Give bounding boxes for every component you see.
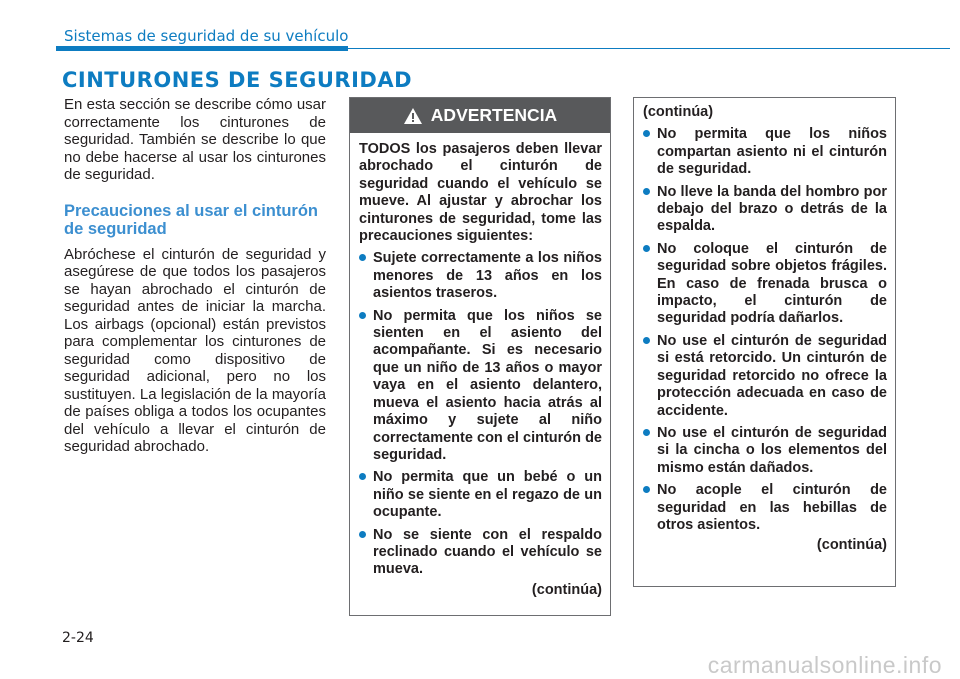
left-column: [64, 96, 326, 456]
page-number: 2-24: [62, 630, 94, 646]
warning-icon: [403, 107, 423, 125]
bullet-icon: [643, 337, 650, 344]
warning-list: [359, 250, 602, 578]
list-item-text: No permita que los niños se sienten en el asiento del acompañante. Si es necesario que un niño de 13 años o mayor vaya en el asiento delantero, mueva el asiento hacia atrás al máximo y sujete al niño correctamente con el cinturón de seguridad.: [373, 307, 602, 463]
page-title: CINTURONES DE SEGURIDAD: [62, 68, 413, 92]
list-item-text: Sujete correctamente a los niños menores de 13 años en los asientos traseros.: [373, 250, 602, 302]
bullet-icon: [643, 188, 650, 195]
section-header: Sistemas de seguridad de su vehículo: [64, 27, 349, 45]
list-item-text: No se siente con el respaldo reclinado cuando el vehículo se mueva.: [373, 526, 602, 578]
header-accent-bar: [56, 46, 348, 51]
list-item-text: No coloque el cinturón de seguridad sobre objetos frágiles. En caso de frenada brusca o impacto, el cinturón de seguridad podría dañarlos.: [657, 240, 887, 327]
bullet-icon: [643, 245, 650, 252]
list-item: [643, 333, 887, 420]
warning-label: ADVERTENCIA: [430, 105, 558, 125]
header-divider: [348, 48, 950, 49]
bullet-icon: [359, 473, 366, 480]
bullet-icon: [643, 429, 650, 436]
list-item-text: No acople el cinturón de seguridad en las hebillas de otros asientos.: [657, 482, 887, 533]
list-item-text: No permita que los niños compartan asiento ni el cinturón de seguridad.: [657, 126, 887, 178]
list-item: [359, 250, 602, 302]
continuation-box: [633, 97, 896, 587]
body-paragraph: Abróchese el cinturón de seguridad y asegúrese de que todos los pasajeros se hayan abrochado el cinturón de seguridad antes de iniciar la marcha. Los airbags (opcional) están previstos para complementar los cinturones de seguridad como dispositivo de seguridad adicional, pero no los sustituyen. La legislación de la mayoría de países obliga a todos los ocupantes del vehículo a llevar el cinturón de seguridad abrochado.: [64, 245, 326, 455]
continued-label: (continúa): [531, 581, 602, 598]
bullet-icon: [643, 130, 650, 137]
bullet-icon: [359, 531, 366, 538]
bullet-icon: [359, 254, 366, 261]
subheading: Precauciones al usar el cinturón de seguridad: [64, 201, 319, 238]
bullet-icon: [643, 486, 650, 493]
bullet-icon: [359, 312, 366, 319]
list-item: [359, 308, 602, 465]
list-item: [359, 527, 602, 579]
intro-paragraph: En esta sección se describe cómo usar correctamente los cinturones de seguridad. También se describe lo que no debe hacerse al usar los cinturones de seguridad.: [64, 96, 326, 183]
continued-label: (continúa): [816, 537, 887, 554]
list-item-text: No permita que un bebé o un niño se siente en el regazo de un ocupante.: [373, 469, 602, 521]
list-item: [643, 482, 887, 534]
warning-box: [349, 97, 611, 616]
list-item: [643, 184, 887, 236]
list-item: [643, 241, 887, 328]
list-item-text: No lleve la banda del hombro por debajo del brazo o detrás de la espalda.: [657, 183, 887, 235]
list-item: [643, 425, 887, 477]
list-item-text: No use el cinturón de seguridad si está retorcido. Un cinturón de seguridad retorcido no ofrece la protección adecuada en caso de accidente.: [657, 332, 887, 419]
continuation-heading: (continúa): [643, 104, 714, 120]
list-item: [359, 469, 602, 521]
list-item: [643, 126, 887, 178]
warning-intro: TODOS los pasajeros deben llevar abrochado el cinturón de seguridad cuando el vehículo se mueve. Al ajustar y abrochar los cinturones de seguridad, tome las precauciones siguientes:: [359, 141, 602, 245]
continuation-list: [643, 126, 887, 534]
watermark: carmanualsonline.info: [707, 652, 942, 678]
list-item-text: No use el cinturón de seguridad si la cincha o los elementos del mismo están dañados.: [657, 424, 887, 476]
warning-header: [350, 98, 610, 133]
